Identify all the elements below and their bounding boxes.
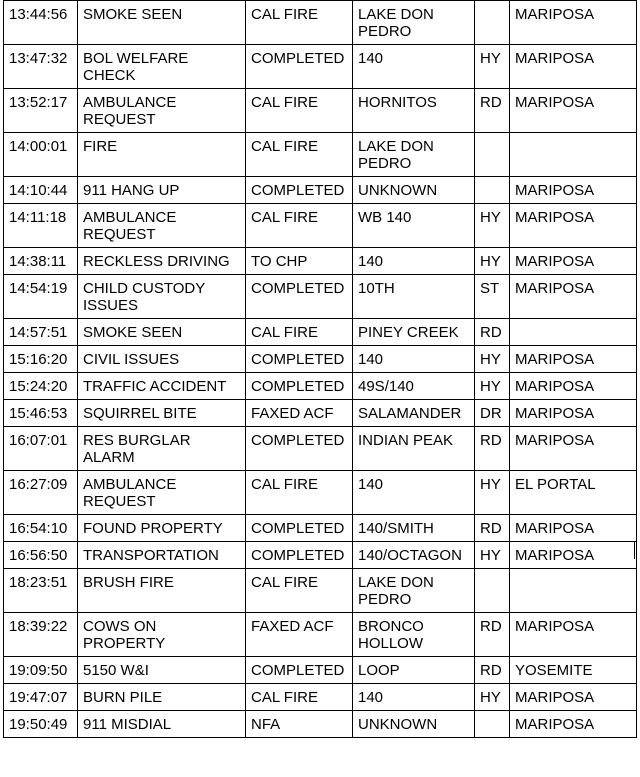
table-row <box>4 204 637 248</box>
cell-call-type: RES BURGLAR ALARM <box>78 427 246 471</box>
cell-disposition: FAXED ACF <box>246 613 353 657</box>
cell-city: MARIPOSA <box>510 248 637 275</box>
cell-street-suffix <box>475 1 510 45</box>
cell-street-suffix: HY <box>475 542 510 569</box>
cell-call-type: AMBULANCE REQUEST <box>78 204 246 248</box>
cell-city: MARIPOSA <box>510 684 637 711</box>
cell-street-suffix: ST <box>475 275 510 319</box>
cell-city <box>510 319 637 346</box>
cell-street-suffix: HY <box>475 471 510 515</box>
cell-disposition: CAL FIRE <box>246 204 353 248</box>
cell-time: 19:47:07 <box>4 684 78 711</box>
cell-call-type: 911 HANG UP <box>78 177 246 204</box>
cell-disposition: CAL FIRE <box>246 319 353 346</box>
cell-call-type: CIVIL ISSUES <box>78 346 246 373</box>
cell-disposition: CAL FIRE <box>246 89 353 133</box>
cell-call-type: TRANSPORTATION <box>78 542 246 569</box>
table-row <box>4 89 637 133</box>
cell-location: 140 <box>353 45 475 89</box>
cell-location: 140/OCTAGON <box>353 542 475 569</box>
cell-disposition: COMPLETED <box>246 657 353 684</box>
cell-street-suffix <box>475 711 510 738</box>
cell-city <box>510 569 637 613</box>
cell-location: 140 <box>353 471 475 515</box>
table-row <box>4 1 637 45</box>
cell-call-type: RECKLESS DRIVING <box>78 248 246 275</box>
cell-disposition: COMPLETED <box>246 45 353 89</box>
cell-street-suffix: RD <box>475 613 510 657</box>
table-row <box>4 711 637 738</box>
cell-time: 14:11:18 <box>4 204 78 248</box>
cell-disposition: CAL FIRE <box>246 569 353 613</box>
table-row <box>4 373 637 400</box>
table-row <box>4 400 637 427</box>
cell-location: UNKNOWN <box>353 711 475 738</box>
table-row <box>4 177 637 204</box>
table-row <box>4 569 637 613</box>
cell-time: 13:44:56 <box>4 1 78 45</box>
cell-time: 14:54:19 <box>4 275 78 319</box>
cell-time: 16:56:50 <box>4 542 78 569</box>
cell-time: 13:47:32 <box>4 45 78 89</box>
cell-time: 18:39:22 <box>4 613 78 657</box>
cell-location: BRONCO HOLLOW <box>353 613 475 657</box>
cell-call-type: BURN PILE <box>78 684 246 711</box>
cell-time: 14:00:01 <box>4 133 78 177</box>
cell-disposition: TO CHP <box>246 248 353 275</box>
cell-location: 140 <box>353 248 475 275</box>
cell-location: INDIAN PEAK <box>353 427 475 471</box>
cell-city: YOSEMITE <box>510 657 637 684</box>
cell-time: 14:57:51 <box>4 319 78 346</box>
cell-city: MARIPOSA <box>510 542 637 569</box>
cell-call-type: COWS ON PROPERTY <box>78 613 246 657</box>
cell-call-type: BRUSH FIRE <box>78 569 246 613</box>
cell-disposition: CAL FIRE <box>246 133 353 177</box>
cell-street-suffix: DR <box>475 400 510 427</box>
cell-call-type: CHILD CUSTODY ISSUES <box>78 275 246 319</box>
table-row <box>4 248 637 275</box>
table-row <box>4 275 637 319</box>
cell-city <box>510 133 637 177</box>
cell-city: MARIPOSA <box>510 711 637 738</box>
cell-street-suffix <box>475 133 510 177</box>
cell-city: MARIPOSA <box>510 400 637 427</box>
cell-street-suffix: RD <box>475 427 510 471</box>
cell-time: 18:23:51 <box>4 569 78 613</box>
cell-time: 16:27:09 <box>4 471 78 515</box>
cell-location: LAKE DON PEDRO <box>353 133 475 177</box>
cell-disposition: CAL FIRE <box>246 471 353 515</box>
cell-time: 19:50:49 <box>4 711 78 738</box>
cell-city: MARIPOSA <box>510 613 637 657</box>
cell-street-suffix <box>475 177 510 204</box>
cell-street-suffix: HY <box>475 346 510 373</box>
cell-disposition: COMPLETED <box>246 177 353 204</box>
cell-disposition: COMPLETED <box>246 275 353 319</box>
table-row <box>4 427 637 471</box>
cell-location: HORNITOS <box>353 89 475 133</box>
cell-disposition: COMPLETED <box>246 542 353 569</box>
cell-time: 13:52:17 <box>4 89 78 133</box>
cell-time: 15:16:20 <box>4 346 78 373</box>
cell-location: LAKE DON PEDRO <box>353 569 475 613</box>
cell-call-type: AMBULANCE REQUEST <box>78 471 246 515</box>
table-row <box>4 471 637 515</box>
cell-disposition: FAXED ACF <box>246 400 353 427</box>
cell-call-type: 5150 W&I <box>78 657 246 684</box>
cell-location: 140 <box>353 684 475 711</box>
cell-location: 140/SMITH <box>353 515 475 542</box>
cell-city: MARIPOSA <box>510 177 637 204</box>
cell-disposition: COMPLETED <box>246 427 353 471</box>
table-row <box>4 319 637 346</box>
cell-location: 49S/140 <box>353 373 475 400</box>
table-row <box>4 684 637 711</box>
cell-disposition: COMPLETED <box>246 515 353 542</box>
cell-call-type: 911 MISDIAL <box>78 711 246 738</box>
table-row <box>4 133 637 177</box>
cell-location: 10TH <box>353 275 475 319</box>
cell-location: SALAMANDER <box>353 400 475 427</box>
cell-street-suffix: RD <box>475 515 510 542</box>
cell-street-suffix <box>475 569 510 613</box>
cell-city: MARIPOSA <box>510 515 637 542</box>
cell-street-suffix: HY <box>475 684 510 711</box>
cell-call-type: FIRE <box>78 133 246 177</box>
cell-city: EL PORTAL <box>510 471 637 515</box>
cell-call-type: SMOKE SEEN <box>78 319 246 346</box>
cell-disposition: CAL FIRE <box>246 684 353 711</box>
cell-call-type: SQUIRREL BITE <box>78 400 246 427</box>
table-row <box>4 542 637 569</box>
cell-call-type: AMBULANCE REQUEST <box>78 89 246 133</box>
cell-time: 14:10:44 <box>4 177 78 204</box>
cell-call-type: SMOKE SEEN <box>78 1 246 45</box>
cell-time: 15:46:53 <box>4 400 78 427</box>
table-row <box>4 515 637 542</box>
cell-street-suffix: HY <box>475 373 510 400</box>
cell-city: MARIPOSA <box>510 204 637 248</box>
cell-street-suffix: RD <box>475 89 510 133</box>
text-cursor-mark <box>634 541 635 559</box>
cell-street-suffix: RD <box>475 319 510 346</box>
cell-disposition: COMPLETED <box>246 346 353 373</box>
cell-location: PINEY CREEK <box>353 319 475 346</box>
cell-city: MARIPOSA <box>510 1 637 45</box>
cell-location: UNKNOWN <box>353 177 475 204</box>
cell-time: 14:38:11 <box>4 248 78 275</box>
cell-call-type: TRAFFIC ACCIDENT <box>78 373 246 400</box>
cell-street-suffix: HY <box>475 45 510 89</box>
cell-location: LAKE DON PEDRO <box>353 1 475 45</box>
cell-disposition: CAL FIRE <box>246 1 353 45</box>
cell-city: MARIPOSA <box>510 45 637 89</box>
cell-city: MARIPOSA <box>510 427 637 471</box>
cell-location: 140 <box>353 346 475 373</box>
table-row <box>4 613 637 657</box>
cell-disposition: COMPLETED <box>246 373 353 400</box>
cell-city: MARIPOSA <box>510 373 637 400</box>
cell-time: 16:54:10 <box>4 515 78 542</box>
cell-time: 15:24:20 <box>4 373 78 400</box>
call-log-body <box>4 1 637 738</box>
cell-location: WB 140 <box>353 204 475 248</box>
cell-street-suffix: HY <box>475 204 510 248</box>
cell-city: MARIPOSA <box>510 346 637 373</box>
cell-time: 16:07:01 <box>4 427 78 471</box>
table-row <box>4 346 637 373</box>
cell-street-suffix: HY <box>475 248 510 275</box>
cell-street-suffix: RD <box>475 657 510 684</box>
table-row <box>4 657 637 684</box>
cell-city: MARIPOSA <box>510 89 637 133</box>
cell-disposition: NFA <box>246 711 353 738</box>
cell-time: 19:09:50 <box>4 657 78 684</box>
cell-call-type: FOUND PROPERTY <box>78 515 246 542</box>
cell-call-type: BOL WELFARE CHECK <box>78 45 246 89</box>
table-row <box>4 45 637 89</box>
cell-location: LOOP <box>353 657 475 684</box>
cell-city: MARIPOSA <box>510 275 637 319</box>
call-log-table <box>3 0 637 738</box>
